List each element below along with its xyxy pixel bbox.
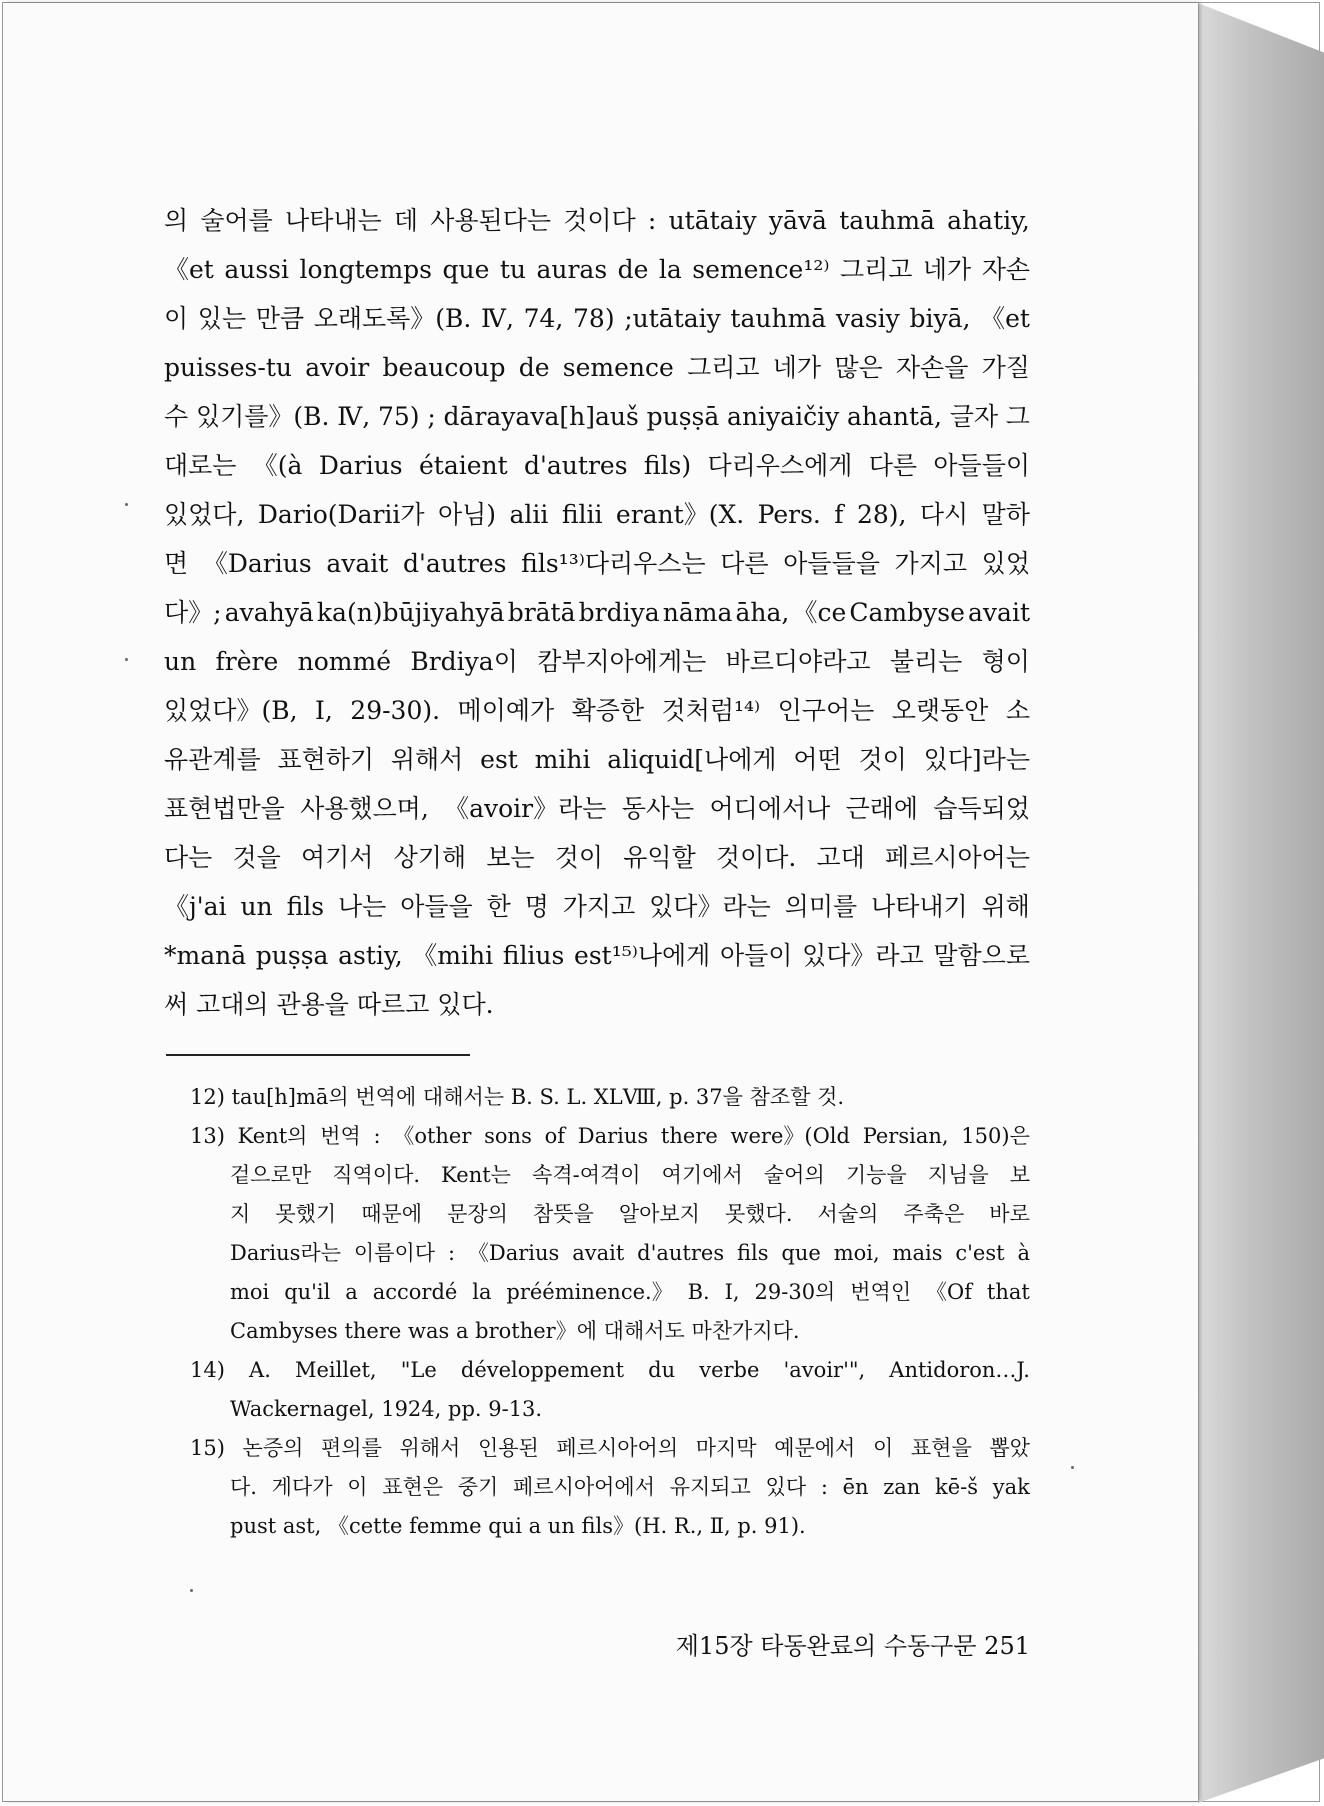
footnote-line: pust ast, 《cette femme qui a un fils》(H. R., Ⅱ, p. 91). [230,1514,806,1538]
body-line: 《et aussi longtemps que tu auras de la semence¹²⁾ 그리고 네가 자손 [164,255,1030,284]
body-line: 다》; avahyā ka(n)būjiyahyā brātā brdiya nāma āha, 《ce Cambyse avait [164,598,1030,627]
footnote-line: moi qu'il a accordé la prééminence.》 B. Ⅰ, 29-30의 번역인 《Of that [230,1280,1030,1304]
speck-mark [1071,1466,1074,1469]
page-footer: 제15장 타동완료의 수동구문 251 [675,1632,1030,1660]
body-line: 이 있는 만큼 오래도록》(B. Ⅳ, 74, 78) ;utātaiy tauhmā vasiy biyā, 《et [164,304,1030,333]
speck-mark [190,1589,193,1592]
body-text [164,196,1030,1029]
footnote-line: 14) A. Meillet, "Le développement du verbe 'avoir'", Antidoron…J. [190,1358,1030,1382]
footnote-line: 12) tau[h]mā의 번역에 대해서는 B. S. L. ⅩLⅧ, p. 37을 참조할 것. [190,1085,845,1109]
body-line: 면 《Darius avait d'autres fils¹³⁾다리우스는 다른 아들들을 가지고 있었 [164,549,1030,578]
body-line: 써 고대의 관용을 따르고 있다. [164,990,494,1019]
book-page-edge [1198,3,1324,1803]
footnote-line: 겉으로만 직역이다. Kent는 속격-여격이 여기에서 술어의 기능을 지님을 보 [230,1163,1030,1187]
footnote-line: 다. 게다가 이 표현은 중기 페르시아어에서 유지되고 있다 : ēn zan kē-š yak [230,1475,1030,1499]
footnote-line: 13) Kent의 번역 : 《other sons of Darius there were》(Old Persian, 150)은 [190,1124,1030,1148]
body-line: 대로는 《(à Darius étaient d'autres fils) 다리우스에게 다른 아들들이 [164,451,1030,480]
body-line: 수 있기를》(B. Ⅳ, 75) ; dārayava[h]auš puṣṣā aniyaičiy ahantā, 글자 그 [164,402,1030,431]
body-line: 있었다, Dario(Darii가 아님) alii filii erant》(Ⅹ. Pers. f 28), 다시 말하 [164,500,1030,529]
body-line: 다는 것을 여기서 상기해 보는 것이 유익할 것이다. 고대 페르시아어는 [164,843,1030,872]
footnote-line: Darius라는 이름이다 : 《Darius avait d'autres fils que moi, mais c'est à [230,1241,1030,1265]
footnote-line: 15) 논증의 편의를 위해서 인용된 페르시아어의 마지막 예문에서 이 표현을 뽑았 [190,1436,1030,1460]
body-line: 있었다》(B, Ⅰ, 29-30). 메이예가 확증한 것처럼¹⁴⁾ 인구어는 오랫동안 소 [164,696,1030,725]
body-line: puisses-tu avoir beaucoup de semence 그리고 네가 많은 자손을 가질 [164,353,1030,382]
body-line: 의 술어를 나타내는 데 사용된다는 것이다 : utātaiy yāvā tauhmā ahatiy, [164,206,1030,235]
footnote-line: Wackernagel, 1924, pp. 9-13. [230,1397,543,1421]
footnote-separator [166,1054,470,1056]
speck-mark [125,658,128,661]
body-line: 표현법만을 사용했으며, 《avoir》라는 동사는 어디에서나 근래에 습득되었 [164,794,1030,823]
body-line: un frère nommé Brdiya이 캄부지아에게는 바르디야라고 불리는 형이 [164,647,1030,676]
speck-mark [125,503,128,506]
footnote-line: Cambyses there was a brother》에 대해서도 마찬가지다. [230,1319,800,1343]
body-line: 유관계를 표현하기 위해서 est mihi aliquid[나에게 어떤 것이 있다]라는 [164,745,1030,774]
footnote-line: 지 못했기 때문에 문장의 참뜻을 알아보지 못했다. 서술의 주축은 바로 [230,1202,1030,1226]
body-line: *manā puṣṣa astiy, 《mihi filius est¹⁵⁾나에게 아들이 있다》라고 말함으로 [164,941,1030,970]
footnotes [190,1078,1030,1546]
body-line: 《j'ai un fils 나는 아들을 한 명 가지고 있다》라는 의미를 나타내기 위해 [164,892,1030,921]
